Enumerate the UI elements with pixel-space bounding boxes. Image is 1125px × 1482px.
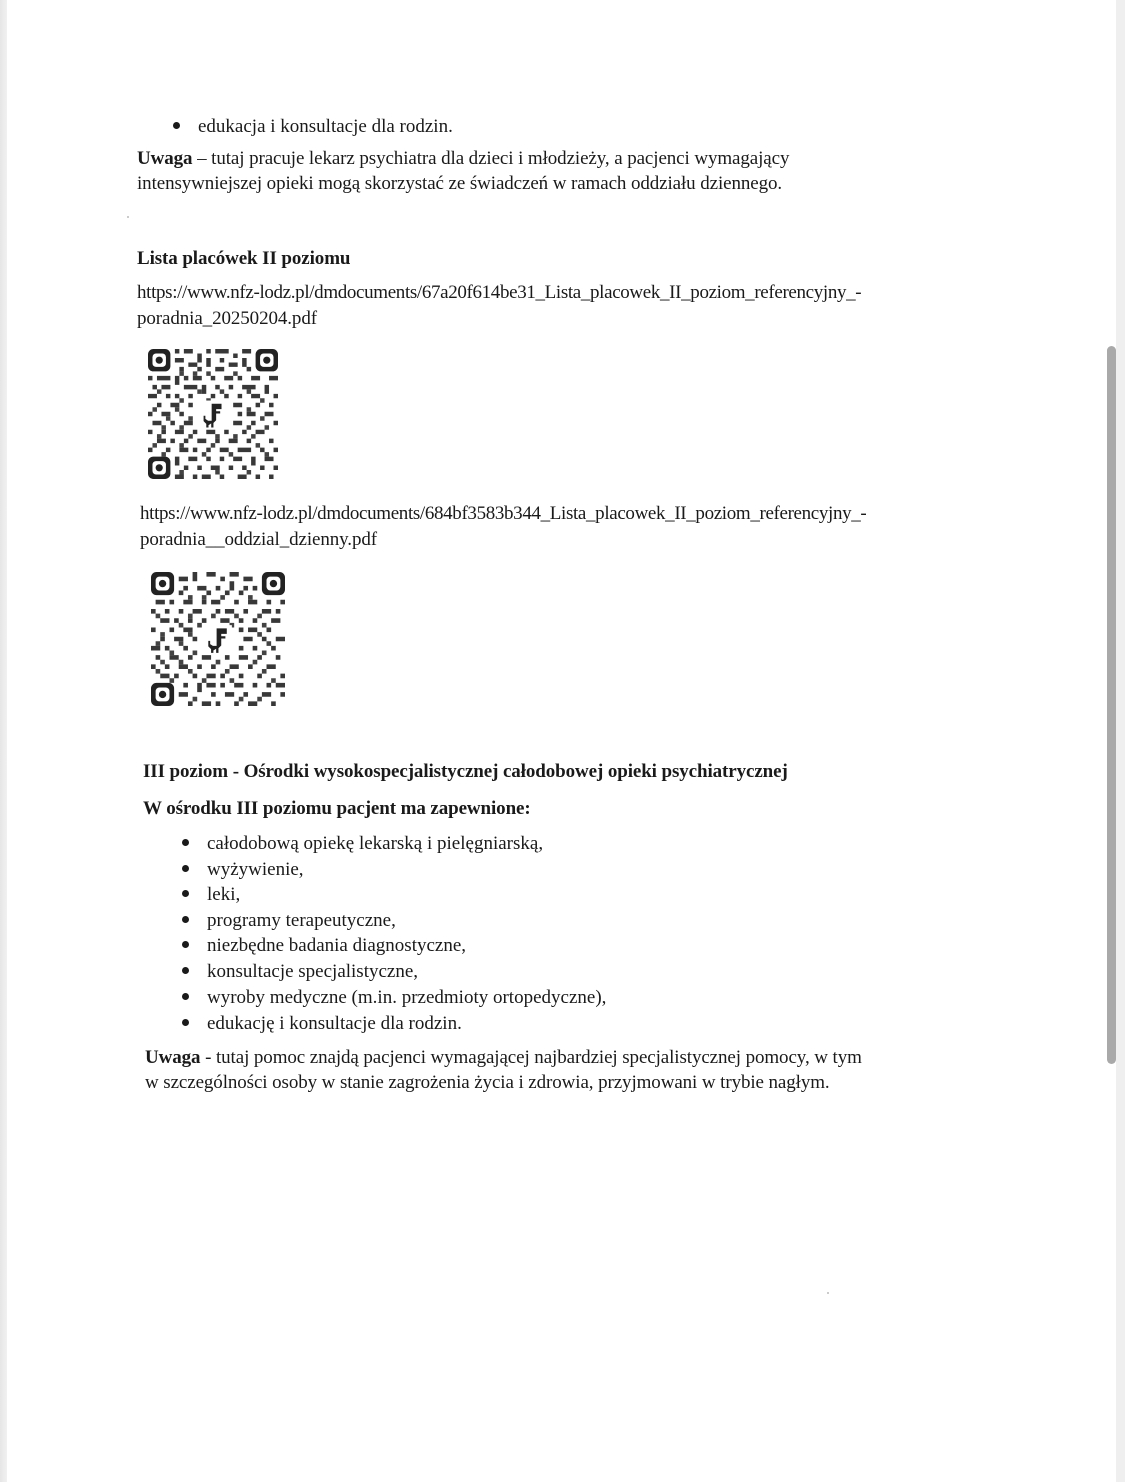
section-subheading: W ośrodku III poziomu pacjent ma zapewnione: (143, 798, 531, 819)
list-item (182, 882, 240, 907)
bullet-icon (182, 865, 189, 872)
list-item (182, 959, 418, 984)
list-item-text: leki, (207, 884, 241, 905)
note-paragraph-line (137, 146, 789, 171)
scrollbar[interactable] (1107, 346, 1116, 1064)
note-text: - tutaj pomoc znajdą pacjenci wymagającej najbardziej specjalistycznej pomocy, w tym (200, 1047, 862, 1068)
dinosaur-icon (200, 401, 227, 428)
note-paragraph-line: w szczególności osoby w stanie zagrożenia życia i zdrowia, przyjmowani w trybie nagłym. (145, 1072, 830, 1093)
bullet-icon (182, 1019, 189, 1026)
list-item (182, 985, 606, 1010)
dinosaur-icon (204, 625, 232, 653)
qr-code[interactable] (148, 349, 278, 479)
list-item-text: całodobową opiekę lekarską i pielęgniarską, (207, 833, 544, 854)
note-paragraph-line (145, 1045, 862, 1070)
bullet-icon (182, 839, 189, 846)
list-item (182, 908, 396, 933)
section-heading: III poziom - Ośrodki wysokospecjalistycznej całodobowej opieki psychiatrycznej (143, 761, 788, 782)
list-item-text: wyżywienie, (207, 859, 304, 880)
scan-speck (827, 1292, 829, 1294)
list-item-text: edukacja i konsultacje dla rodzin. (198, 116, 453, 137)
note-paragraph-line: intensywniejszej opieki mogą skorzystać ze świadczeń w ramach oddziału dziennego. (137, 173, 783, 194)
scan-speck (127, 216, 129, 218)
bullet-icon (173, 122, 180, 129)
bullet-icon (182, 941, 189, 948)
list-item (182, 933, 466, 958)
note-label: Uwaga (137, 148, 193, 169)
document-page (7, 0, 1116, 1482)
document-link[interactable]: poradnia_20250204.pdf (137, 308, 317, 329)
list-item-text: niezbędne badania diagnostyczne, (207, 935, 467, 956)
bullet-icon (182, 993, 189, 1000)
list-item (182, 857, 304, 882)
list-item (182, 831, 543, 856)
list-item-text: edukację i konsultacje dla rodzin. (207, 1013, 462, 1034)
qr-code-graphic (148, 349, 278, 479)
bullet-icon (182, 916, 189, 923)
list-item-text: programy terapeutyczne, (207, 910, 396, 931)
qr-code-graphic (151, 572, 285, 706)
left-page-edge (0, 0, 7, 1482)
document-link[interactable]: poradnia__oddzial_dzienny.pdf (140, 529, 377, 550)
list-item-text: wyroby medyczne (m.in. przedmioty ortopedyczne), (207, 987, 607, 1008)
bullet-icon (182, 967, 189, 974)
right-page-edge (1116, 0, 1125, 1482)
note-label: Uwaga (145, 1047, 201, 1068)
document-link[interactable]: https://www.nfz-lodz.pl/dmdocuments/67a20f614be31_Lista_placowek_II_poziom_referencyjny_- (137, 282, 862, 303)
qr-code[interactable] (151, 572, 285, 706)
list-item-text: konsultacje specjalistyczne, (207, 961, 419, 982)
document-link[interactable]: https://www.nfz-lodz.pl/dmdocuments/684bf3583b344_Lista_placowek_II_poziom_referencyjny_- (140, 503, 867, 524)
bullet-icon (182, 890, 189, 897)
list-item (173, 114, 453, 139)
section-heading: Lista placówek II poziomu (137, 248, 351, 269)
note-text: – tutaj pracuje lekarz psychiatra dla dzieci i młodzieży, a pacjenci wymagający (192, 148, 790, 169)
list-item (182, 1011, 462, 1036)
